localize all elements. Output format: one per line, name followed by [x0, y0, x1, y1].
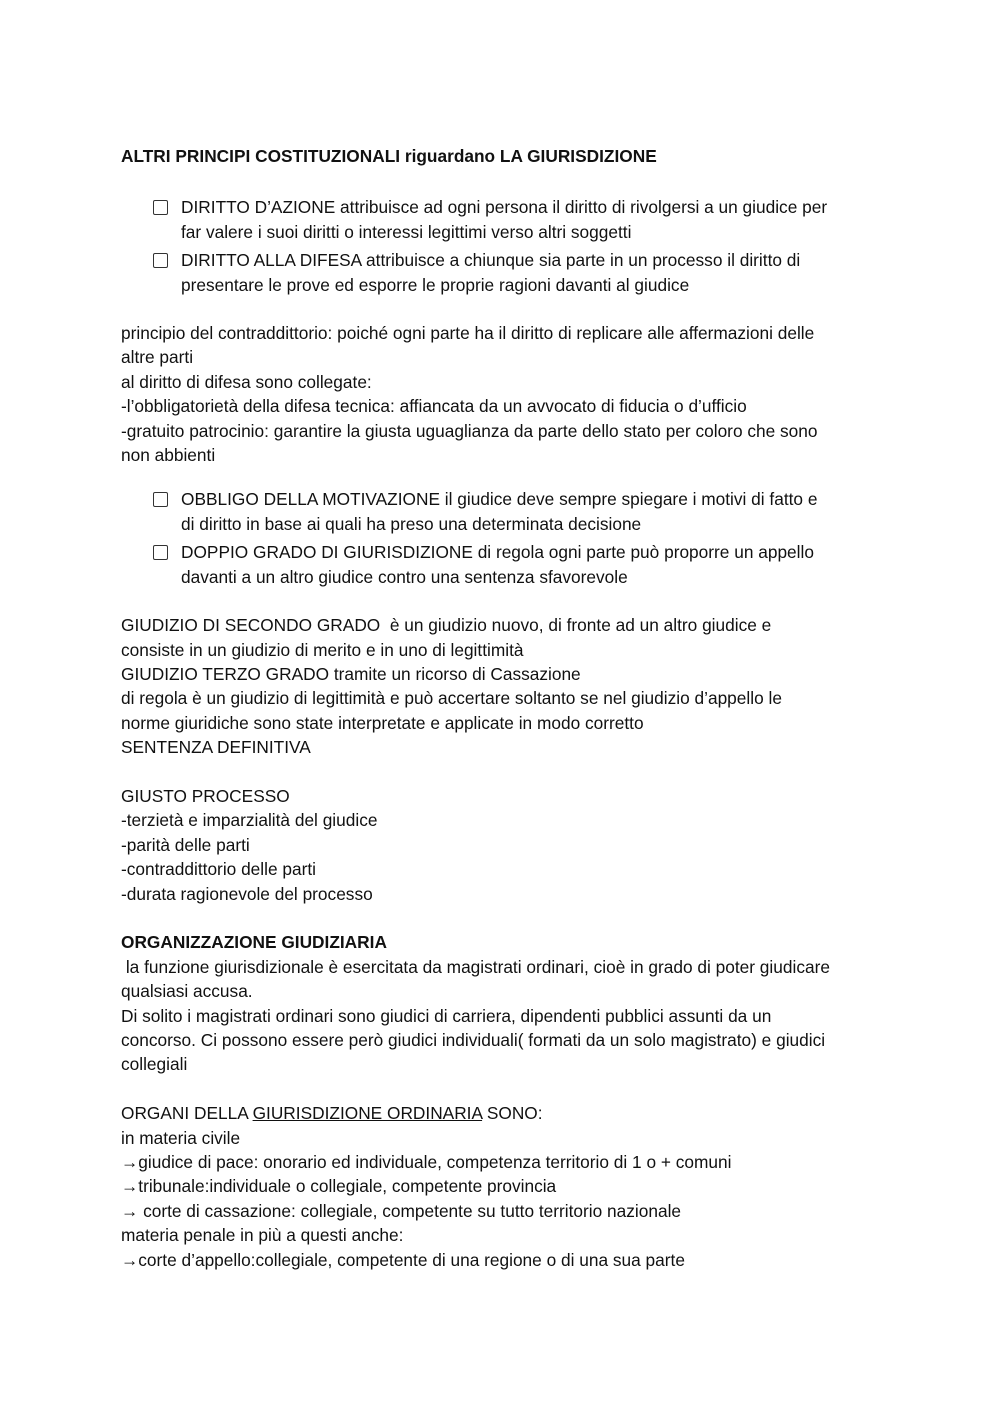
text-line: collegiali	[121, 1054, 188, 1075]
checklist-motivazione-grado	[121, 487, 891, 589]
document-page	[121, 144, 891, 1272]
checklist-item-text: presentare le prove ed esporre le proprie ragioni davanti al giudice	[181, 274, 690, 295]
text-line: concorso. Ci possono essere però giudici individuali( formati da un solo magistrato) e giudici	[121, 1029, 826, 1050]
text-line: non abbienti	[121, 445, 216, 466]
text-line: →tribunale:individuale o collegiale, competente provincia	[121, 1176, 557, 1197]
text-line: -l’obbligatorietà della difesa tecnica: affiancata da un avvocato di fiducia o d’ufficio	[121, 396, 747, 417]
checklist-item-text: di diritto in base ai quali ha preso una determinata decisione	[181, 513, 642, 534]
checklist-item-obbligo-motivazione	[121, 487, 891, 536]
text-line: GIUSTO PROCESSO	[121, 785, 290, 806]
heading-organizzazione-giudiziaria: ORGANIZZAZIONE GIUDIZIARIA	[121, 932, 387, 953]
text-line: -gratuito patrocinio: garantire la giusta uguaglianza da parte dello stato per coloro che sono	[121, 420, 818, 441]
text-line: la funzione giurisdizionale è esercitata da magistrati ordinari, cioè in grado di poter giudicare	[121, 956, 830, 977]
paragraph-gradi-giudizio	[121, 613, 891, 759]
checklist-item-doppio-grado	[121, 540, 891, 589]
checklist-item-text: DIRITTO D’AZIONE attribuisce ad ogni persona il diritto di rivolgersi a un giudice per	[181, 197, 828, 218]
organi-prefix: ORGANI DELLA	[121, 1103, 253, 1124]
checkbox-icon[interactable]	[153, 253, 168, 268]
text-line: →giudice di pace: onorario ed individuale, competenza territorio di 1 o + comuni	[121, 1151, 732, 1172]
checklist-item-diritto-difesa	[121, 248, 891, 297]
text-line: →corte d’appello:collegiale, competente di una regione o di una sua parte	[121, 1249, 685, 1270]
checklist-item-text: OBBLIGO DELLA MOTIVAZIONE il giudice deve sempre spiegare i motivi di fatto e	[181, 489, 818, 510]
text-line: -durata ragionevole del processo	[121, 883, 373, 904]
organi-suffix: SONO:	[482, 1103, 543, 1124]
checkbox-icon[interactable]	[153, 200, 168, 215]
checkbox-icon[interactable]	[153, 492, 168, 507]
text-line: -contraddittorio delle parti	[121, 859, 316, 880]
text-line: consiste in un giudizio di merito e in uno di legittimità	[121, 639, 524, 660]
checklist-item-diritto-azione	[121, 195, 891, 244]
checkbox-icon[interactable]	[153, 545, 168, 560]
checklist-item-text: far valere i suoi diritti o interessi legittimi verso altri soggetti	[181, 221, 632, 242]
organi-heading	[121, 1101, 891, 1125]
text-line: GIUDIZIO DI SECONDO GRADO è un giudizio nuovo, di fronte ad un altro giudice e	[121, 615, 772, 636]
text-line: → corte di cassazione: collegiale, competente su tutto territorio nazionale	[121, 1200, 682, 1221]
paragraph-magistrati	[121, 955, 891, 1077]
text-line: GIUDIZIO TERZO GRADO tramite un ricorso di Cassazione	[121, 663, 581, 684]
checklist-item-text: davanti a un altro giudice contro una sentenza sfavorevole	[181, 566, 628, 587]
paragraph-organi	[121, 1126, 891, 1272]
text-line: -terzietà e imparzialità del giudice	[121, 810, 378, 831]
text-line: principio del contraddittorio: poiché ogni parte ha il diritto di replicare alle affermazioni delle	[121, 323, 815, 344]
text-line: in materia civile	[121, 1127, 241, 1148]
text-line: materia penale in più a questi anche:	[121, 1225, 404, 1246]
text-line: qualsiasi accusa.	[121, 981, 253, 1002]
text-line: di regola è un giudizio di legittimità e può accertare soltanto se nel giudizio d’appello le	[121, 688, 782, 709]
paragraph-giusto-processo	[121, 784, 891, 906]
organi-underlined: GIURISDIZIONE ORDINARIA	[252, 1103, 483, 1124]
text-line: norme giuridiche sono state interpretate e applicate in modo corretto	[121, 712, 644, 733]
text-line: SENTENZA DEFINITIVA	[121, 737, 311, 758]
text-line: al diritto di difesa sono collegate:	[121, 371, 372, 392]
heading-principi-costituzionali: ALTRI PRINCIPI COSTITUZIONALI riguardano LA GIURISDIZIONE	[121, 146, 657, 166]
checklist-giurisdizione	[121, 195, 891, 297]
text-line: -parità delle parti	[121, 834, 250, 855]
text-line: Di solito i magistrati ordinari sono giudici di carriera, dipendenti pubblici assunti da un	[121, 1005, 772, 1026]
checklist-item-text: DIRITTO ALLA DIFESA attribuisce a chiunque sia parte in un processo il diritto di	[181, 250, 801, 271]
text-line: altre parti	[121, 347, 194, 368]
checklist-item-text: DOPPIO GRADO DI GIURISDIZIONE di regola ogni parte può proporre un appello	[181, 542, 814, 563]
paragraph-contraddittorio	[121, 321, 891, 467]
